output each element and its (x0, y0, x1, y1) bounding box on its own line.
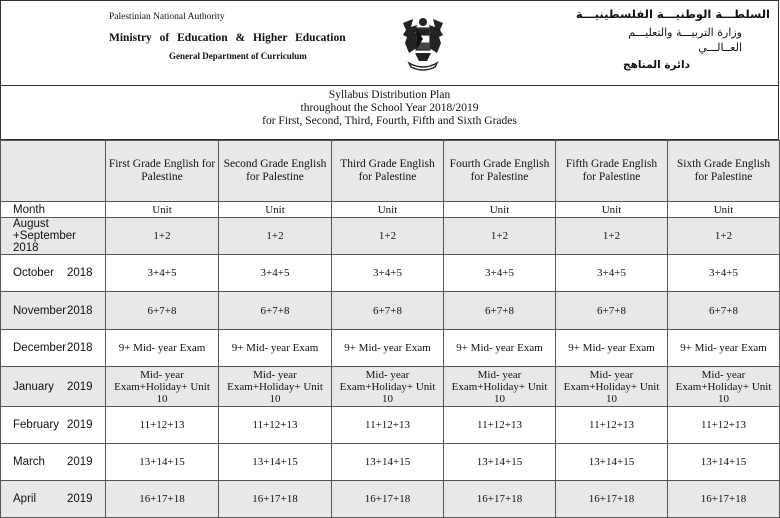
ministry-english: Ministry of Education & Higher Education (109, 32, 346, 44)
month-name: November (13, 304, 67, 317)
grade-header-5: Fifth Grade English for Palestine (556, 141, 668, 202)
unit-cell: 1+2 (668, 218, 780, 255)
unit-header: Unit (556, 202, 668, 218)
month-year: 2019 (67, 493, 93, 505)
unit-cell: 16+17+18 (332, 481, 444, 518)
unit-cell: Mid- year Exam+Holiday+ Unit 10 (668, 367, 780, 407)
unit-cell: 11+12+13 (106, 407, 219, 444)
unit-cell: 13+14+15 (444, 444, 556, 481)
unit-cell: 16+17+18 (444, 481, 556, 518)
unit-cell: 13+14+15 (668, 444, 780, 481)
unit-header-row (1, 202, 780, 218)
unit-cell: 16+17+18 (106, 481, 219, 518)
unit-cell: 3+4+5 (332, 255, 444, 292)
unit-cell: 6+7+8 (219, 292, 332, 330)
title-line-2: throughout the School Year 2018/2019 (300, 102, 479, 114)
month-name: April (13, 493, 37, 505)
unit-cell: 3+4+5 (106, 255, 219, 292)
unit-cell: 13+14+15 (219, 444, 332, 481)
table-row (1, 255, 780, 292)
title-line-1: Syllabus Distribution Plan (328, 89, 451, 101)
unit-cell: 16+17+18 (556, 481, 668, 518)
table-row (1, 292, 780, 330)
month-header: Month (1, 202, 106, 218)
unit-header: Unit (219, 202, 332, 218)
unit-cell: 9+ Mid- year Exam (106, 330, 219, 367)
grade-header-3: Third Grade English for Palestine (332, 141, 444, 202)
month-year: 2018 (67, 267, 93, 279)
month-cell (1, 292, 106, 330)
month-year: 2019 (67, 380, 93, 393)
unit-cell: 13+14+15 (332, 444, 444, 481)
unit-cell: 1+2 (219, 218, 332, 255)
table-row (1, 444, 780, 481)
unit-cell: 1+2 (444, 218, 556, 255)
unit-cell: Mid- year Exam+Holiday+ Unit 10 (219, 367, 332, 407)
unit-cell: 9+ Mid- year Exam (332, 330, 444, 367)
month-name: March (13, 456, 45, 468)
unit-cell: 11+12+13 (668, 407, 780, 444)
table-row (1, 367, 780, 407)
unit-cell: 11+12+13 (332, 407, 444, 444)
plan-title (0, 85, 779, 140)
unit-cell: Mid- year Exam+Holiday+ Unit 10 (556, 367, 668, 407)
unit-cell: 11+12+13 (219, 407, 332, 444)
eagle-emblem-icon (399, 13, 447, 75)
unit-cell: Mid- year Exam+Holiday+ Unit 10 (444, 367, 556, 407)
unit-cell: 1+2 (556, 218, 668, 255)
grade-header-2: Second Grade English for Palestine (219, 141, 332, 202)
unit-cell: Mid- year Exam+Holiday+ Unit 10 (332, 367, 444, 407)
table-row (1, 407, 780, 444)
unit-cell: 13+14+15 (106, 444, 219, 481)
ministry-arabic-line2: العــالـــي (698, 41, 742, 54)
department-english: General Department of Curriculum (169, 51, 307, 61)
unit-cell: 1+2 (106, 218, 219, 255)
unit-cell: 6+7+8 (556, 292, 668, 330)
ministry-arabic-line1: وزارة التربيـــة والتعليـــم (628, 26, 742, 39)
department-arabic: دائرة المناهج (623, 59, 690, 71)
month-year: 2019 (67, 419, 93, 431)
grade-header-4: Fourth Grade English for Palestine (444, 141, 556, 202)
unit-header: Unit (444, 202, 556, 218)
table-row (1, 218, 780, 255)
grade-header-row (1, 141, 780, 202)
unit-cell: 3+4+5 (556, 255, 668, 292)
unit-cell: 1+2 (332, 218, 444, 255)
unit-cell: 9+ Mid- year Exam (556, 330, 668, 367)
month-cell (1, 407, 106, 444)
month-year: 2018 (67, 342, 93, 354)
unit-cell: 6+7+8 (444, 292, 556, 330)
grade-header-6: Sixth Grade English for Palestine (668, 141, 780, 202)
month-cell (1, 444, 106, 481)
unit-cell: 16+17+18 (219, 481, 332, 518)
month-name: February (13, 419, 60, 431)
letterhead (0, 0, 779, 85)
unit-cell: 3+4+5 (444, 255, 556, 292)
unit-cell: 9+ Mid- year Exam (668, 330, 780, 367)
month-cell: August +September 2018 (1, 218, 106, 255)
unit-header: Unit (332, 202, 444, 218)
month-cell (1, 481, 106, 518)
unit-cell: 13+14+15 (556, 444, 668, 481)
unit-cell: Mid- year Exam+Holiday+ Unit 10 (106, 367, 219, 407)
unit-cell: 11+12+13 (444, 407, 556, 444)
corner-cell (1, 141, 106, 202)
grade-header-1: First Grade English for Palestine (106, 141, 219, 202)
unit-cell: 3+4+5 (219, 255, 332, 292)
authority-english: Palestinian National Authority (109, 12, 225, 22)
month-name: January (13, 380, 54, 393)
month-cell (1, 330, 106, 367)
month-name: October (13, 267, 54, 279)
unit-header: Unit (668, 202, 780, 218)
table-row (1, 330, 780, 367)
unit-cell: 3+4+5 (668, 255, 780, 292)
letterhead-arabic (560, 7, 770, 71)
unit-cell: 16+17+18 (668, 481, 780, 518)
month-year: 2019 (67, 456, 93, 468)
unit-cell: 6+7+8 (332, 292, 444, 330)
month-year: 2018 (67, 304, 93, 317)
month-name: December (13, 342, 67, 354)
unit-cell: 9+ Mid- year Exam (444, 330, 556, 367)
table-row (1, 481, 780, 518)
unit-cell: 11+12+13 (556, 407, 668, 444)
unit-header: Unit (106, 202, 219, 218)
month-cell (1, 367, 106, 407)
unit-cell: 9+ Mid- year Exam (219, 330, 332, 367)
syllabus-table (0, 140, 780, 518)
month-cell (1, 255, 106, 292)
authority-arabic: السلطـــة الوطنيـــة الفلسطينيـــة (575, 7, 770, 21)
title-line-3: for First, Second, Third, Fourth, Fifth and Sixth Grades (262, 115, 517, 127)
unit-cell: 6+7+8 (668, 292, 780, 330)
letterhead-english (109, 12, 409, 61)
unit-cell: 6+7+8 (106, 292, 219, 330)
